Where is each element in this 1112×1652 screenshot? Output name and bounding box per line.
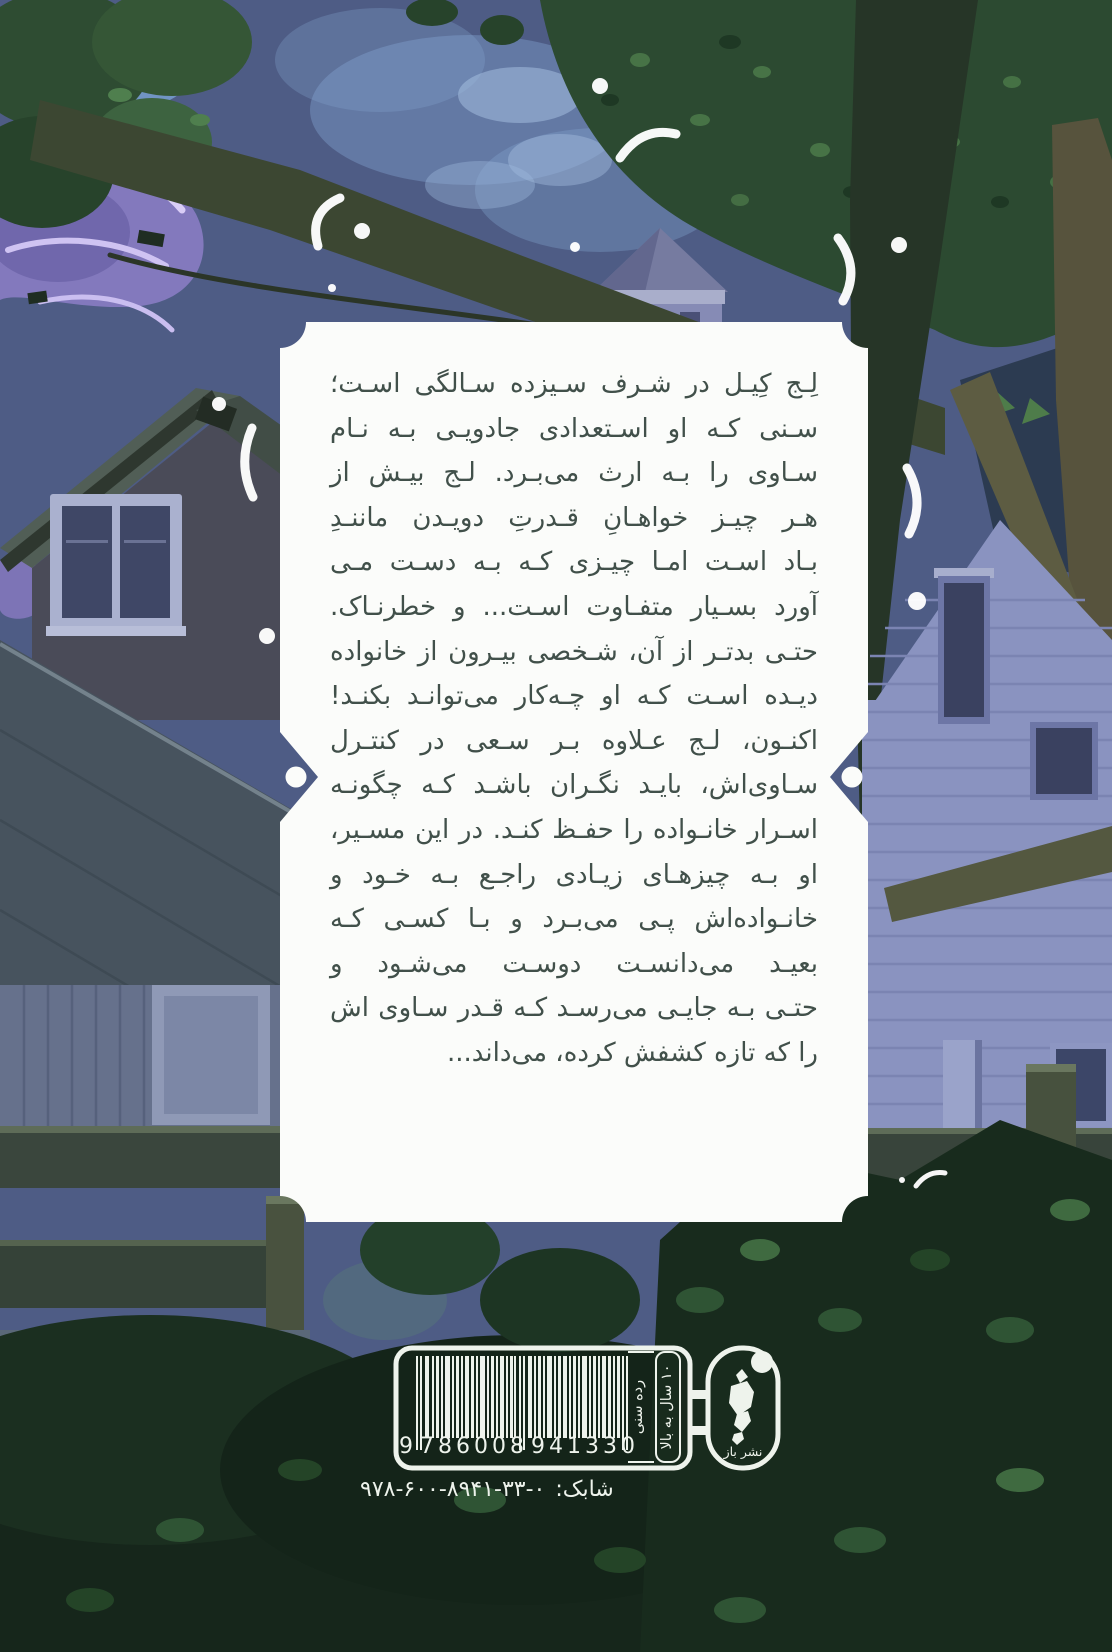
synopsis-line: او بـه چیزهـای زیـادی راجـع بـه خـود و <box>330 859 818 890</box>
synopsis-line: آورد بسـیار متفـاوت اسـت... و خطرنـاک. <box>330 591 818 622</box>
dormer-window <box>46 494 186 636</box>
isbn-number: ۹۷۸-۶۰۰-۸۹۴۱-۳۳-۰ <box>360 1477 546 1502</box>
isbn-label: شابک: <box>555 1477 614 1502</box>
synopsis-line: حتـی بدتـر از آن، شـخصی بیـرون از خانواده <box>330 636 818 667</box>
synopsis-line: بـاد اسـت امـا چیـزی کـه بـه دسـت مـی <box>330 547 818 578</box>
synopsis-line: دیـده اسـت کـه او چـه‌کار می‌توانـد بکنـد! <box>330 681 818 712</box>
barcode-first-digit: 9 <box>399 1434 417 1459</box>
synopsis-line: سـاوی را بـه ارث می‌بـرد. لـج بیـش از <box>330 458 818 489</box>
synopsis-line: سـاوی‌اش، بایـد نگـران باشـد کـه چگونـه <box>330 770 818 801</box>
synopsis-line: لِـج کِیـل در شـرف سـیزده سـالگی اسـت؛ <box>330 369 818 399</box>
logo-dot <box>751 1351 773 1373</box>
synopsis-line: سـنی کـه او اسـتعدادی جادویـی بـه نـام <box>330 413 818 444</box>
synopsis-line: اکنـون، لـج عـلاوه بـر سـعی در کنتـرل <box>330 725 818 756</box>
age-rating-label: رده سنی <box>628 1351 654 1463</box>
synopsis-line: خانـواده‌اش پـی می‌بـرد و بـا کسـی کـه <box>330 904 818 935</box>
isbn-line <box>360 1477 696 1502</box>
synopsis-line: حتـی بـه جایـی می‌رسـد کـه قـدر سـاوی اش <box>330 993 818 1024</box>
barcode-digits <box>399 1434 639 1459</box>
synopsis <box>280 322 868 1222</box>
barcode-group1: 786008 <box>420 1434 528 1459</box>
age-rating-value: ۱۰ سال به بالا <box>655 1351 681 1463</box>
barcode-group2: 941330 <box>531 1434 639 1459</box>
synopsis-line: اسـرار خانـواده را حفـظ کنـد. در این مسـیر، <box>330 814 818 845</box>
synopsis-line: هـر چیـز خواهـانِ قـدرتِ دویـدن ماننـدِ <box>330 502 818 533</box>
synopsis-line: بعیـد می‌دانسـت دوسـت می‌شـود و <box>330 948 818 979</box>
synopsis-line: را که تازه کشفش کرده، می‌داند... <box>446 1037 818 1068</box>
publisher-name: نشر باز <box>723 1444 763 1459</box>
